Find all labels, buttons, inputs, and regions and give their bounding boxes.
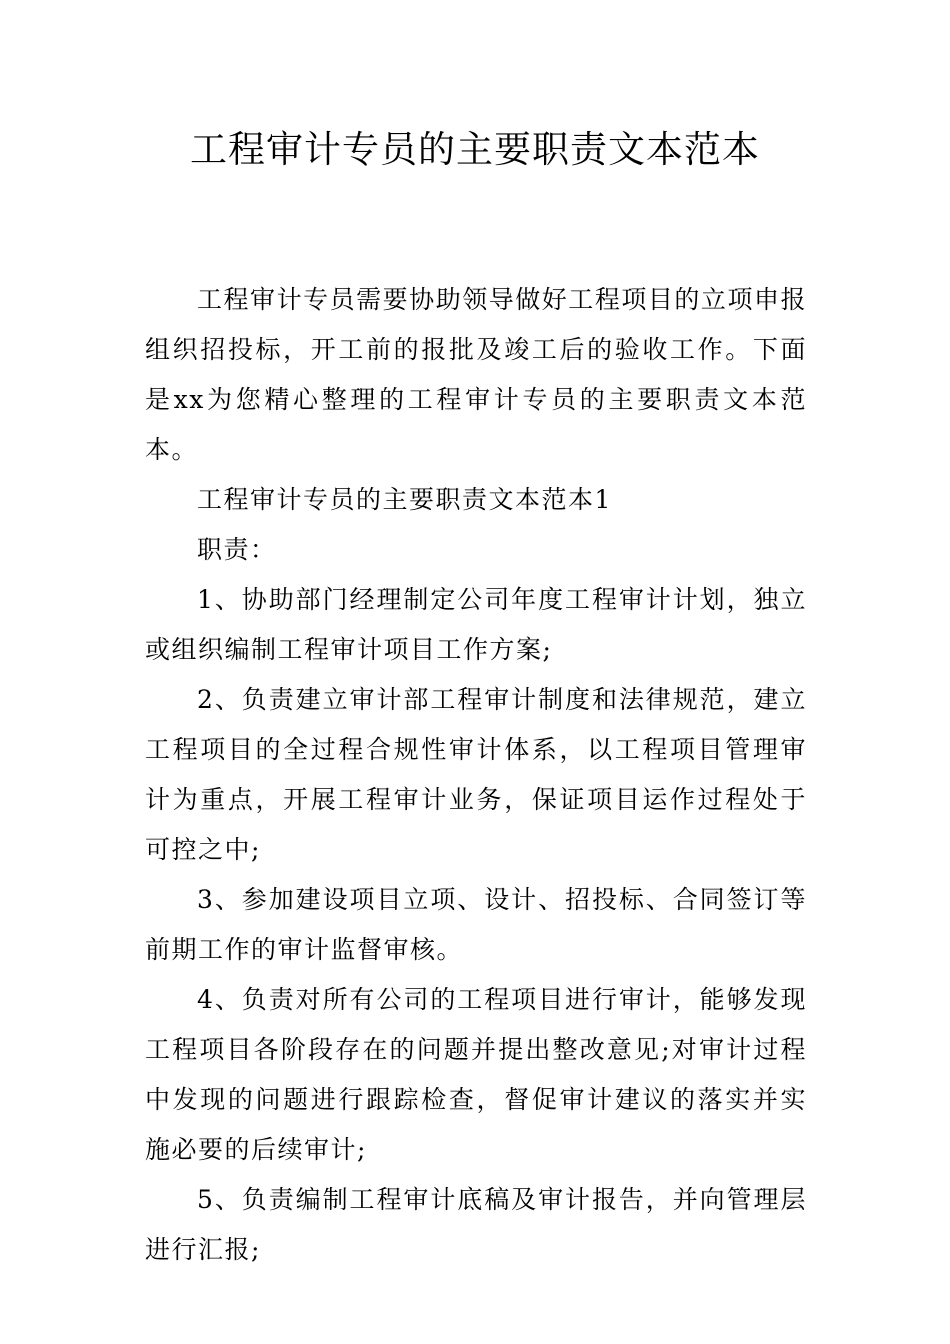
document-title: 工程审计专员的主要职责文本范本 <box>190 128 760 171</box>
duty-item-3: 3、参加建设项目立项、设计、招投标、合同签订等前期工作的审计监督审核。 <box>145 885 807 964</box>
document-body <box>145 275 807 1275</box>
section-heading: 工程审计专员的主要职责文本范本1 <box>197 485 612 514</box>
duty-item-2: 2、负责建立审计部工程审计制度和法律规范，建立工程项目的全过程合规性审计体系，以工程项目管理审计为重点，开展工程审计业务，保证项目运作过程处于可控之中; <box>145 685 807 864</box>
duty-item-1: 1、协助部门经理制定公司年度工程审计计划，独立或组织编制工程审计项目工作方案; <box>145 585 807 664</box>
duty-item-4: 4、负责对所有公司的工程项目进行审计，能够发现工程项目各阶段存在的问题并提出整改意见;对审计过程中发现的问题进行跟踪检查，督促审计建议的落实并实施必要的后续审计; <box>145 985 807 1164</box>
duties-label: 职责： <box>197 535 277 564</box>
duty-item-5: 5、负责编制工程审计底稿及审计报告，并向管理层进行汇报; <box>145 1185 807 1264</box>
intro-paragraph: 工程审计专员需要协助领导做好工程项目的立项申报组织招投标，开工前的报批及竣工后的验收工作。下面是xx为您精心整理的工程审计专员的主要职责文本范本。 <box>145 285 807 464</box>
